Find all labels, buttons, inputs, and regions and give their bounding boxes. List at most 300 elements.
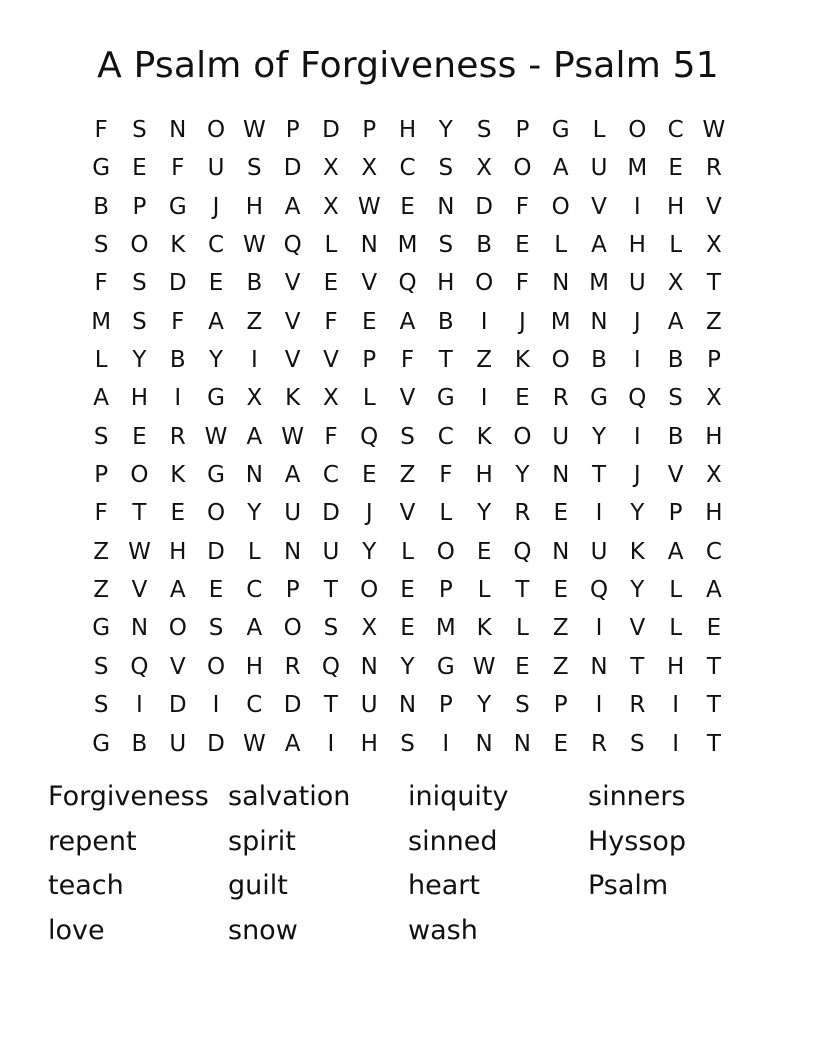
- grid-letter: D: [322, 117, 340, 143]
- grid-letter: V: [131, 577, 148, 604]
- grid-letter: E: [515, 385, 530, 412]
- grid-letter: H: [666, 193, 685, 220]
- grid-letter: N: [130, 615, 149, 642]
- grid-letter: X: [706, 462, 722, 489]
- grid-letter: E: [208, 577, 224, 604]
- grid-letter: G: [168, 193, 187, 220]
- grid-letter: O: [130, 462, 149, 489]
- grid-letter: W: [472, 653, 496, 680]
- grid-letter: G: [92, 730, 111, 757]
- grid-letter: K: [629, 538, 645, 565]
- grid-letter: E: [400, 615, 415, 642]
- word-list-item: salvation: [228, 781, 351, 812]
- grid-letter: T: [515, 577, 530, 604]
- grid-letter: Q: [628, 385, 647, 412]
- grid-letter: F: [324, 308, 338, 335]
- grid-letter: Z: [399, 462, 416, 489]
- grid-letter: F: [439, 462, 453, 489]
- grid-letter: P: [285, 117, 300, 143]
- grid-letter: G: [551, 117, 570, 143]
- grid-letter: O: [513, 423, 532, 450]
- grid-letter: O: [130, 232, 149, 259]
- grid-letter: Y: [362, 538, 377, 565]
- grid-letter: H: [398, 117, 417, 143]
- grid-letter: K: [170, 462, 186, 489]
- grid-letter: I: [480, 308, 488, 335]
- grid-letter: X: [476, 155, 492, 182]
- grid-letter: S: [323, 615, 339, 642]
- grid-letter: S: [93, 692, 109, 719]
- grid-letter: B: [131, 730, 148, 757]
- word-list-item: Hyssop: [588, 825, 687, 857]
- grid-letter: W: [242, 117, 266, 143]
- grid-letter: B: [667, 347, 684, 374]
- grid-letter: N: [513, 730, 532, 757]
- grid-letter: S: [400, 730, 415, 757]
- grid-letter: M: [589, 270, 609, 297]
- grid-letter: L: [669, 232, 683, 259]
- grid-letter: L: [94, 347, 108, 374]
- grid-letter: I: [480, 385, 488, 412]
- grid-letter: O: [360, 577, 379, 604]
- grid-letter: Y: [591, 423, 607, 450]
- grid-letter: E: [668, 155, 683, 182]
- grid-letter: F: [400, 347, 415, 374]
- grid-letter: Z: [93, 577, 110, 604]
- grid-letter: A: [93, 385, 110, 412]
- grid-letter: L: [592, 117, 606, 143]
- grid-letter: L: [669, 577, 683, 604]
- grid-letter: W: [242, 730, 266, 757]
- grid-letter: P: [553, 692, 568, 719]
- grid-letter: N: [552, 270, 570, 297]
- grid-letter: O: [475, 270, 494, 297]
- word-list-item: repent: [48, 825, 137, 857]
- grid-letter: D: [168, 692, 187, 719]
- grid-letter: Y: [209, 347, 224, 374]
- grid-letter: J: [519, 308, 526, 335]
- word-list-item: spirit: [228, 825, 296, 857]
- grid-letter: B: [591, 347, 607, 374]
- grid-letter: D: [207, 730, 225, 757]
- grid-letter: P: [515, 117, 530, 143]
- grid-letter: O: [436, 538, 455, 565]
- grid-letter: V: [284, 308, 301, 335]
- grid-letter: K: [285, 385, 301, 412]
- grid-letter: L: [516, 615, 529, 642]
- grid-letter: M: [627, 155, 648, 182]
- grid-letter: U: [552, 423, 570, 450]
- grid-letter: A: [667, 308, 684, 335]
- grid-letter: C: [246, 692, 263, 719]
- grid-letter: A: [169, 577, 186, 604]
- grid-letter: O: [628, 117, 647, 143]
- grid-letter: W: [128, 538, 151, 565]
- grid-letter: H: [628, 232, 646, 259]
- grid-letter: E: [400, 193, 415, 220]
- grid-letter: E: [208, 270, 224, 297]
- grid-letter: J: [633, 308, 641, 335]
- grid-letter: G: [92, 155, 111, 182]
- grid-letter: P: [94, 462, 109, 489]
- grid-letter: S: [132, 308, 147, 335]
- grid-letter: S: [400, 423, 415, 450]
- grid-letter: C: [399, 155, 416, 182]
- grid-letter: U: [360, 692, 378, 719]
- grid-letter: L: [554, 232, 568, 259]
- grid-letter: Y: [630, 500, 645, 527]
- grid-letter: H: [666, 653, 685, 680]
- grid-letter: M: [435, 615, 456, 642]
- grid-letter: S: [93, 232, 109, 259]
- word-list-item: sinners: [588, 781, 686, 812]
- grid-letter: I: [327, 730, 335, 757]
- grid-letter: Y: [247, 500, 262, 527]
- word-list-item: snow: [228, 914, 298, 946]
- grid-letter: H: [475, 462, 493, 489]
- grid-letter: Q: [360, 423, 379, 450]
- grid-letter: N: [398, 692, 417, 719]
- grid-letter: C: [705, 538, 722, 565]
- grid-letter: Q: [398, 270, 417, 297]
- word-list-item: iniquity: [408, 781, 509, 812]
- grid-letter: Y: [630, 577, 645, 604]
- grid-letter: V: [284, 347, 301, 374]
- grid-letter: W: [204, 423, 228, 450]
- grid-letter: U: [628, 270, 646, 297]
- grid-letter: D: [168, 270, 187, 297]
- grid-letter: N: [169, 117, 187, 143]
- grid-letter: E: [361, 308, 377, 335]
- grid-letter: N: [590, 308, 608, 335]
- grid-letter: V: [169, 653, 186, 680]
- grid-letter: R: [629, 692, 646, 719]
- grid-letter: D: [283, 155, 302, 182]
- letter-grid: [82, 111, 733, 763]
- grid-letter: X: [706, 232, 722, 259]
- grid-letter: R: [591, 730, 607, 757]
- grid-letter: S: [476, 117, 492, 143]
- grid-letter: V: [284, 270, 301, 297]
- grid-letter: S: [132, 117, 147, 143]
- grid-letter: E: [170, 500, 186, 527]
- grid-letter: T: [132, 500, 147, 527]
- grid-letter: X: [323, 385, 339, 412]
- word-list-item: guilt: [228, 870, 288, 901]
- grid-letter: L: [477, 577, 491, 604]
- grid-letter: T: [706, 730, 721, 757]
- grid-letter: E: [323, 270, 339, 297]
- grid-letter: I: [250, 347, 258, 374]
- grid-letter: A: [284, 462, 301, 489]
- grid-letter: B: [93, 193, 110, 220]
- grid-letter: P: [706, 347, 721, 374]
- grid-letter: E: [132, 423, 147, 450]
- grid-letter: F: [94, 500, 108, 527]
- grid-letter: J: [365, 500, 373, 527]
- grid-letter: D: [322, 500, 340, 527]
- grid-letter: L: [439, 500, 453, 527]
- grid-letter: A: [246, 423, 263, 450]
- grid-letter: L: [401, 538, 414, 565]
- grid-letter: F: [515, 270, 530, 297]
- grid-letter: C: [246, 577, 263, 604]
- grid-letter: L: [247, 538, 261, 565]
- word-list-item: love: [48, 914, 105, 946]
- grid-letter: K: [476, 615, 492, 642]
- grid-letter: W: [357, 193, 381, 220]
- grid-letter: F: [94, 270, 108, 297]
- grid-letter: C: [667, 117, 684, 143]
- grid-letter: G: [436, 653, 455, 680]
- grid-letter: H: [130, 385, 149, 412]
- grid-letter: E: [515, 232, 530, 259]
- grid-letter: B: [476, 232, 492, 259]
- grid-letter: W: [242, 232, 266, 259]
- grid-letter: V: [361, 270, 378, 297]
- grid-letter: F: [171, 308, 185, 335]
- grid-letter: E: [706, 615, 722, 642]
- grid-letter: M: [91, 308, 112, 335]
- grid-letter: E: [361, 462, 377, 489]
- grid-letter: I: [672, 730, 679, 757]
- grid-letter: B: [437, 308, 454, 335]
- grid-letter: R: [284, 653, 301, 680]
- grid-letter: P: [285, 577, 300, 604]
- grid-letter: Z: [246, 308, 263, 335]
- grid-letter: H: [705, 423, 723, 450]
- grid-letter: Z: [93, 538, 110, 565]
- grid-letter: C: [208, 232, 225, 259]
- grid-letter: P: [362, 347, 377, 374]
- grid-letter: Q: [513, 538, 532, 565]
- grid-letter: E: [132, 155, 147, 182]
- grid-letter: S: [93, 653, 109, 680]
- grid-letter: Q: [283, 232, 302, 259]
- grid-letter: P: [438, 577, 453, 604]
- grid-letter: F: [515, 193, 530, 220]
- grid-letter: Q: [321, 653, 340, 680]
- grid-letter: N: [245, 462, 263, 489]
- grid-letter: V: [399, 500, 416, 527]
- grid-letter: I: [595, 692, 603, 719]
- grid-letter: G: [92, 615, 111, 642]
- grid-letter: A: [284, 193, 301, 220]
- grid-letter: N: [475, 730, 493, 757]
- grid-letter: N: [590, 653, 608, 680]
- grid-letter: S: [93, 423, 109, 450]
- grid-letter: Z: [706, 308, 722, 335]
- grid-letter: I: [212, 692, 220, 719]
- grid-letter: F: [324, 423, 338, 450]
- grid-letter: E: [476, 538, 492, 565]
- grid-letter: Y: [477, 500, 492, 527]
- grid-letter: H: [360, 730, 378, 757]
- grid-letter: U: [169, 730, 187, 757]
- grid-letter: H: [437, 270, 455, 297]
- grid-letter: U: [207, 155, 225, 182]
- grid-letter: I: [633, 193, 641, 220]
- grid-letter: T: [630, 653, 645, 680]
- grid-letter: Y: [515, 462, 530, 489]
- grid-letter: E: [553, 577, 568, 604]
- grid-letter: P: [362, 117, 377, 143]
- grid-letter: I: [595, 615, 603, 642]
- grid-letter: S: [668, 385, 683, 412]
- grid-letter: X: [246, 385, 263, 412]
- grid-letter: T: [323, 577, 338, 604]
- grid-letter: W: [281, 423, 304, 450]
- grid-letter: U: [284, 500, 302, 527]
- grid-letter: O: [206, 117, 226, 143]
- word-list-item: wash: [408, 914, 478, 946]
- word-list-item: teach: [48, 870, 124, 901]
- grid-letter: L: [669, 615, 683, 642]
- grid-letter: N: [360, 653, 378, 680]
- grid-letter: V: [629, 615, 646, 642]
- grid-letter: P: [132, 193, 147, 220]
- grid-letter: N: [284, 538, 302, 565]
- grid-letter: A: [591, 232, 607, 259]
- grid-letter: N: [552, 462, 570, 489]
- grid-letter: T: [706, 653, 721, 680]
- grid-letter: D: [475, 193, 493, 220]
- grid-letter: Q: [589, 577, 609, 604]
- grid-letter: N: [437, 193, 455, 220]
- grid-letter: B: [667, 423, 684, 450]
- word-list-item: Forgiveness: [48, 781, 209, 812]
- word-list-item: heart: [408, 870, 480, 901]
- grid-letter: Q: [130, 653, 149, 680]
- grid-letter: I: [633, 423, 641, 450]
- grid-letter: X: [361, 615, 378, 642]
- grid-letter: O: [551, 193, 570, 220]
- grid-letter: E: [553, 500, 568, 527]
- grid-letter: L: [362, 385, 376, 412]
- grid-letter: A: [552, 155, 569, 182]
- grid-letter: A: [667, 538, 684, 565]
- grid-letter: S: [515, 692, 530, 719]
- grid-letter: C: [437, 423, 454, 450]
- grid-letter: K: [170, 232, 186, 259]
- grid-letter: P: [438, 692, 453, 719]
- word-list: [48, 777, 768, 955]
- grid-letter: T: [706, 692, 721, 719]
- grid-letter: F: [171, 155, 185, 182]
- grid-letter: X: [323, 193, 339, 220]
- grid-letter: B: [246, 270, 263, 297]
- grid-letter: Z: [552, 615, 569, 642]
- grid-letter: U: [590, 538, 608, 565]
- grid-letter: B: [169, 347, 186, 374]
- grid-letter: J: [212, 193, 220, 220]
- grid-letter: G: [207, 462, 225, 489]
- grid-letter: V: [591, 193, 607, 220]
- grid-letter: K: [514, 347, 530, 374]
- grid-letter: X: [323, 155, 339, 182]
- grid-letter: S: [132, 270, 147, 297]
- grid-letter: S: [438, 155, 454, 182]
- grid-letter: G: [207, 385, 225, 412]
- grid-letter: W: [702, 117, 726, 143]
- grid-letter: R: [514, 500, 531, 527]
- page-title: A Psalm of Forgiveness - Psalm 51: [97, 45, 719, 86]
- grid-letter: P: [668, 500, 683, 527]
- grid-letter: T: [706, 270, 721, 297]
- grid-letter: R: [552, 385, 569, 412]
- grid-letter: D: [207, 538, 225, 565]
- grid-letter: A: [284, 730, 301, 757]
- grid-letter: Y: [438, 117, 453, 143]
- grid-letter: V: [323, 347, 339, 374]
- grid-letter: H: [705, 500, 723, 527]
- grid-letter: H: [245, 193, 263, 220]
- grid-letter: S: [438, 232, 454, 259]
- grid-letter: H: [245, 653, 263, 680]
- grid-letter: O: [206, 500, 226, 527]
- grid-letter: A: [706, 577, 722, 604]
- grid-letter: Z: [476, 347, 492, 374]
- grid-letter: T: [323, 692, 338, 719]
- grid-letter: I: [174, 385, 182, 412]
- grid-letter: X: [361, 155, 378, 182]
- grid-letter: J: [633, 462, 641, 489]
- grid-letter: V: [399, 385, 416, 412]
- grid-letter: H: [169, 538, 187, 565]
- grid-letter: V: [667, 462, 684, 489]
- grid-letter: R: [169, 423, 186, 450]
- word-list-item: sinned: [408, 825, 498, 857]
- grid-letter: I: [595, 500, 603, 527]
- grid-letter: A: [246, 615, 263, 642]
- grid-letter: S: [247, 155, 262, 182]
- grid-letter: I: [633, 347, 641, 374]
- grid-letter: C: [322, 462, 339, 489]
- grid-letter: I: [672, 692, 679, 719]
- grid-letter: I: [136, 692, 143, 719]
- grid-letter: O: [283, 615, 302, 642]
- grid-letter: F: [94, 117, 108, 143]
- grid-letter: O: [168, 615, 187, 642]
- word-list-item: Psalm: [588, 870, 669, 901]
- grid-letter: N: [552, 538, 570, 565]
- grid-letter: G: [590, 385, 608, 412]
- grid-letter: V: [706, 193, 722, 220]
- grid-letter: O: [206, 653, 226, 680]
- grid-letter: T: [438, 347, 453, 374]
- grid-letter: I: [442, 730, 450, 757]
- grid-letter: G: [436, 385, 455, 412]
- grid-letter: N: [360, 232, 378, 259]
- grid-letter: U: [322, 538, 340, 565]
- grid-letter: X: [706, 385, 722, 412]
- grid-letter: T: [591, 462, 607, 489]
- grid-letter: Z: [552, 653, 569, 680]
- grid-letter: D: [283, 692, 302, 719]
- grid-letter: M: [397, 232, 418, 259]
- grid-letter: S: [208, 615, 224, 642]
- grid-letter: O: [551, 347, 570, 374]
- grid-letter: M: [550, 308, 571, 335]
- grid-letter: Y: [477, 692, 492, 719]
- grid-letter: E: [400, 577, 415, 604]
- grid-letter: Y: [400, 653, 415, 680]
- grid-letter: S: [630, 730, 645, 757]
- grid-letter: U: [590, 155, 608, 182]
- grid-letter: E: [553, 730, 568, 757]
- grid-letter: E: [515, 653, 530, 680]
- grid-letter: K: [476, 423, 492, 450]
